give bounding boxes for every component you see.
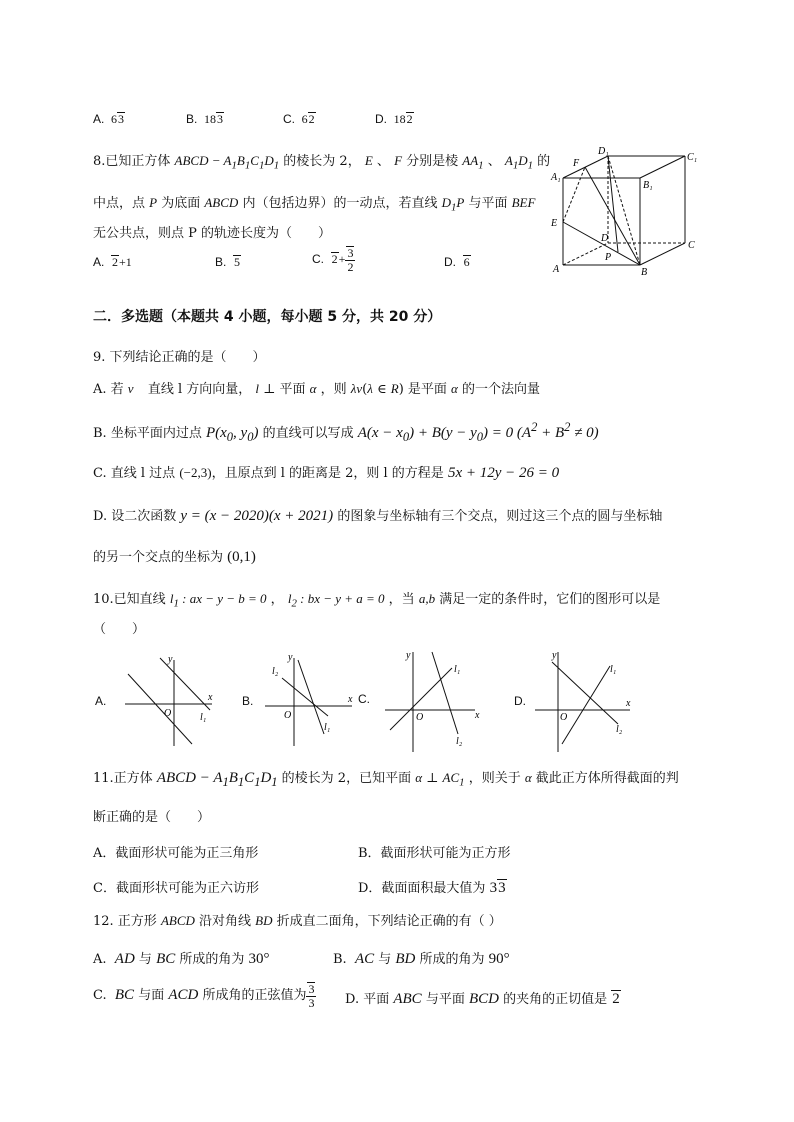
q8-line2: 中点，点 P 为底面 ABCD 内（包括边界）的一动点，若直线 $D_1P$ 与平面 BEF bbox=[93, 195, 536, 214]
q9-option-b: B. 坐标平面内过点 $P(x_0$, $y_0$) 的直线可以写成 $A(x - x_0) + B(y - y_0) = 0$ $(A^2 + B^2 \ne 0)$ bbox=[93, 420, 599, 444]
section-heading: 二．多选题（本题共 4 小题，每小题 5 分，共 20 分） bbox=[93, 309, 442, 325]
origin-label: O bbox=[284, 710, 292, 721]
axis-y-label: y bbox=[406, 650, 411, 661]
q7-option-d: D. 182 bbox=[375, 112, 413, 126]
label-b: B bbox=[641, 267, 648, 278]
q7-option-c: C. 62 bbox=[283, 112, 315, 126]
label-c1: C₁ bbox=[687, 152, 698, 163]
line-l1-label: l₁ bbox=[200, 712, 207, 723]
axis-x-label: x bbox=[626, 698, 631, 709]
line-l1-label: l₁ bbox=[610, 664, 617, 675]
q10-graph-c bbox=[380, 648, 485, 754]
q10-option-b-label: B. bbox=[242, 694, 254, 708]
line-l1-label: l₁ bbox=[454, 664, 461, 675]
q12-option-c: C. BC 与面 ACD 所成角的正弦值为 $\frac{3}{3}$ bbox=[93, 982, 315, 1011]
cube-figure bbox=[545, 140, 715, 280]
q10-graph-d bbox=[530, 648, 640, 754]
label-p: P bbox=[605, 252, 612, 263]
q12-stem: 12. 正方形 ABCD 沿对角线 BD 折成直二面角，下列结论正确的有（ ） bbox=[93, 913, 502, 929]
q11-line1: 11.正方体 ABCD − $A_1B_1C_1D_1$ 的棱长为 2，已知平面 α ⊥ $AC_1$ ，则关于 α 截此正方体所得截面的判 bbox=[93, 770, 679, 789]
q7-option-a: A. 63 bbox=[93, 112, 125, 126]
axis-x-label: x bbox=[208, 692, 213, 703]
q9-option-d-line2: 的另一个交点的坐标为 (0,1) bbox=[93, 549, 256, 565]
line-l1-label: l₁ bbox=[324, 722, 331, 733]
label-c: C bbox=[688, 240, 695, 251]
label-e: E bbox=[551, 218, 558, 229]
label-a1: A₁ bbox=[551, 172, 561, 183]
q8-line1: 8.已知正方体 ABCD − $A_1B_1C_1D_1$ 的棱长为 2， E 、 F 分别是棱 $AA_1$ 、 $A_1D_1$ 的 bbox=[93, 153, 551, 172]
q10-option-c-label: C. bbox=[358, 692, 370, 706]
q8-option-d: D. 6 bbox=[444, 255, 470, 269]
q9-option-d-line1: D. 设二次函数 y = (x − 2020)(x + 2021) 的图象与坐标轴有三个交点，则过这三个点的圆与坐标轴 bbox=[93, 508, 663, 524]
label-d: D bbox=[601, 233, 609, 244]
q7-option-b: B. 183 bbox=[186, 112, 224, 126]
q8-option-c: C. 2+ $\frac{3}{2}$ bbox=[312, 246, 354, 275]
q10-option-a-label: A. bbox=[95, 694, 107, 708]
label-f: F bbox=[573, 158, 580, 169]
q12-option-a: A. AD 与 BC 所成的角为 30° bbox=[93, 951, 270, 967]
origin-label: O bbox=[560, 712, 568, 723]
q8-option-b: B. 5 bbox=[215, 255, 241, 269]
axis-y-label: y bbox=[288, 652, 293, 663]
label-d1: D₁ bbox=[598, 146, 609, 157]
q11-option-b: B．截面形状可能为正方形 bbox=[358, 846, 511, 861]
q11-option-d: D．截面面积最大值为 33 bbox=[358, 880, 506, 896]
q9-option-c: C. 直线 l 过点 (−2,3)，且原点到 l 的距离是 2，则 l 的方程是 5x + 12y − 26 = 0 bbox=[93, 465, 560, 481]
q8-line3: 无公共点，则点 P 的轨迹长度为（ ） bbox=[93, 226, 332, 241]
q8-option-a: A. 2+1 bbox=[93, 255, 132, 269]
q9-stem: 9. 下列结论正确的是（ ） bbox=[93, 350, 266, 365]
q11-option-c: C．截面形状可能为正六访形 bbox=[93, 881, 259, 896]
q10-graph-b bbox=[260, 650, 360, 750]
q10-line2: （ ） bbox=[93, 622, 146, 637]
q10-line1: 10.已知直线 $l_1$ : ax − y − b = 0 ， $l_2$ : bx − y + a = 0 ，当 a,b 满足一定的条件时，它们的图形可以是 bbox=[93, 591, 661, 610]
origin-label: O bbox=[416, 712, 424, 723]
q11-line2: 断正确的是（ ） bbox=[93, 810, 211, 825]
q12-option-d: D. 平面 ABC 与平面 BCD 的夹角的正切值是 2 bbox=[345, 991, 620, 1007]
line-l2-label: l₂ bbox=[272, 666, 279, 677]
line-l2-label: l₂ bbox=[616, 724, 623, 735]
label-a: A bbox=[553, 264, 560, 275]
q10-option-d-label: D. bbox=[514, 694, 526, 708]
axis-y-label: y bbox=[552, 650, 557, 661]
origin-label: O bbox=[164, 708, 172, 719]
axis-x-label: x bbox=[348, 694, 353, 705]
axis-y-label: y bbox=[168, 654, 173, 665]
q12-option-b: B. AC 与 BD 所成的角为 90° bbox=[333, 951, 510, 967]
axis-x-label: x bbox=[475, 710, 480, 721]
q9-option-a: A. 若 v⃗ 直线 l 方向向量， l ⊥ 平面 α ，则 λv(λ ∈ R) 是平面 α 的一个法向量 bbox=[93, 381, 540, 397]
q11-option-a: A．截面形状可能为正三角形 bbox=[93, 846, 259, 861]
line-l2-label: l₂ bbox=[456, 736, 463, 747]
label-b1: B₁ bbox=[643, 180, 653, 191]
q10-graph-a bbox=[120, 650, 220, 750]
